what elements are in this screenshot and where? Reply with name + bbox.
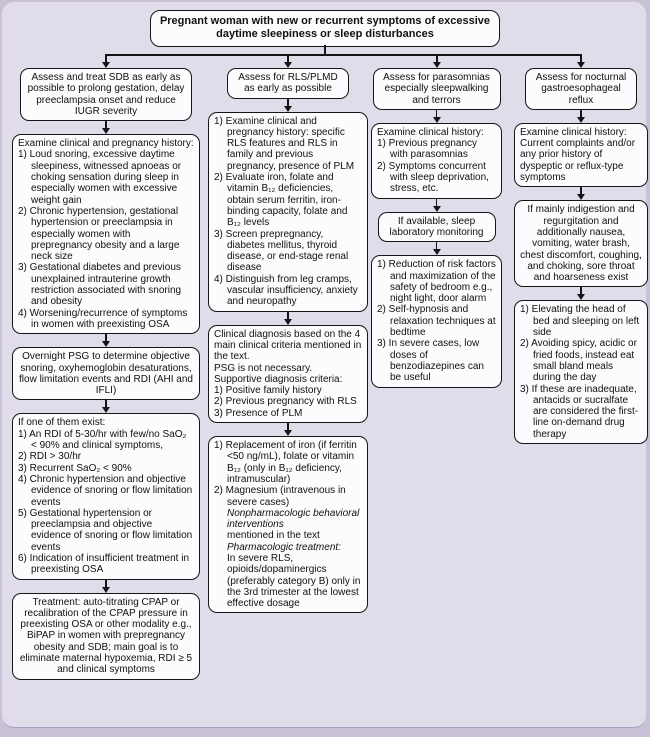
flow-box bbox=[208, 436, 368, 613]
arrow-down-icon bbox=[102, 400, 110, 413]
flow-box-header: Assess for nocturnal gastroesophageal reflux bbox=[525, 68, 637, 110]
flow-text: 3) Screen prepregnancy, diabetes mellitus, thyroid disease, or end-stage renal disease bbox=[214, 228, 349, 274]
flow-text: In severe RLS, opioids/dopaminergics (preferably category B) only in the 3rd trimester at the lowest effective dosage bbox=[227, 552, 361, 610]
flow-text: Examine clinical and pregnancy history: bbox=[18, 138, 194, 150]
flow-text: 1) Examine clinical and pregnancy history: specific RLS features and RLS in family and previous pregnancy, presence of PLM bbox=[214, 115, 355, 172]
flow-text: If one of them exist: bbox=[18, 417, 106, 429]
arrow-down-icon bbox=[577, 110, 585, 123]
arrow-shaft bbox=[580, 287, 582, 294]
arrow-down-icon bbox=[284, 312, 292, 325]
arrow-down-icon bbox=[576, 55, 586, 68]
arrow-down-icon bbox=[577, 287, 585, 300]
flow-text: 1) An RDI of 5-30/hr with few/no SaO₂ < 90% and clinical symptoms, bbox=[18, 428, 187, 452]
flow-text: Treatment: auto-titrating CPAP or recalibration of the CPAP pressure in preexisting OSA or other modality e.g., BiPAP in women with prepregnancy obesity and SDB; main goal is to eliminate maternal hypoxemia, RDI ≥ 5 and clinical symptoms bbox=[19, 596, 193, 676]
flow-box bbox=[378, 212, 496, 243]
arrow-head bbox=[577, 117, 585, 123]
arrow-head bbox=[433, 206, 441, 212]
flow-text: 2) Previous pregnancy with RLS bbox=[214, 396, 357, 408]
flow-column-sdb bbox=[12, 68, 200, 680]
flow-column-parasomnias bbox=[371, 68, 502, 388]
arrow-shaft bbox=[287, 312, 289, 319]
flow-text: 5) Gestational hypertension or preeclampsia and objective evidence of snoring or flow limitation events bbox=[18, 507, 193, 553]
flow-box bbox=[12, 134, 200, 334]
arrow-down-icon bbox=[433, 110, 441, 123]
flow-box bbox=[514, 200, 648, 287]
arrow-shaft bbox=[287, 423, 289, 430]
flow-text: Supportive diagnosis criteria: bbox=[214, 373, 343, 385]
flow-box-header: Assess for parasomnias especially sleepwalking and terrors bbox=[373, 68, 501, 110]
flow-box-header: Assess for RLS/PLMD as early as possible bbox=[227, 68, 349, 99]
root-node: Pregnant woman with new or recurrent symptoms of excessive daytime sleepiness or sleep disturbances bbox=[150, 10, 500, 47]
flow-text: Examine clinical history: bbox=[377, 126, 484, 138]
flow-text: 3) Gestational diabetes and previous unexplained intrauterine growth restriction associated with snoring and obesity bbox=[18, 262, 182, 308]
flow-text: Clinical diagnosis based on the 4 main clinical criteria mentioned in the text. bbox=[214, 328, 362, 363]
arrow-head bbox=[284, 106, 292, 112]
flow-text: mentioned in the text bbox=[227, 530, 320, 542]
arrow-shaft bbox=[105, 580, 107, 587]
flow-box bbox=[514, 300, 648, 444]
flow-text: PSG is not necessary. bbox=[214, 362, 313, 374]
flow-box bbox=[208, 112, 368, 312]
flow-text: 1) Reduction of risk factors and maximization of the safety of bedroom e.g., night light, door alarm bbox=[377, 259, 496, 305]
arrow-down-icon bbox=[284, 99, 292, 112]
flow-box bbox=[208, 325, 368, 423]
arrow-down-icon bbox=[102, 334, 110, 347]
flow-column-reflux bbox=[514, 68, 648, 444]
flow-text: 3) In severe cases, low doses of benzodiazepines can be useful bbox=[377, 338, 484, 384]
flow-text: Examine clinical history: Current complaints and/or any prior history of dyspeptic or reflux-type symptoms bbox=[520, 126, 636, 184]
flow-box bbox=[514, 123, 648, 187]
arrow-shaft bbox=[436, 242, 438, 249]
arrow-down-icon bbox=[432, 55, 442, 68]
flow-text: 4) Worsening/recurrence of symptoms in women with preexisting OSA bbox=[18, 307, 188, 330]
flow-text: Nonpharmacologic behavioral interventions bbox=[227, 507, 360, 531]
arrow-head bbox=[433, 117, 441, 123]
flow-text: Overnight PSG to determine objective snoring, oxyhemoglobin desaturations, flow limitation events and RDI (AHI and IFLI) bbox=[19, 351, 193, 397]
flow-column-rls-plmd bbox=[208, 68, 368, 613]
flow-box bbox=[12, 593, 200, 680]
arrow-head bbox=[102, 587, 110, 593]
flow-box-header: Assess and treat SDB as early as possible to prolong gestation, delay preeclampsia onset and reduce IUGR severity bbox=[20, 68, 192, 121]
flow-text: 2) RDI > 30/hr bbox=[18, 451, 82, 463]
arrow-shaft bbox=[105, 121, 107, 128]
flow-box bbox=[371, 123, 502, 199]
flow-text: 1) Positive family history bbox=[214, 385, 322, 397]
arrow-head bbox=[284, 319, 292, 325]
flow-text: 6) Indication of insufficient treatment in preexisting OSA bbox=[18, 552, 190, 576]
arrow-shaft bbox=[105, 400, 107, 407]
flow-text: 2) Avoiding spicy, acidic or fried foods, instead eat small bland meals during the day bbox=[520, 338, 637, 384]
flow-text: If available, sleep laboratory monitoring bbox=[389, 215, 484, 238]
flow-text: 4) Distinguish from leg cramps, vascular insufficiency, anxiety and neuropathy bbox=[214, 273, 358, 308]
flow-text: 2) Evaluate iron, folate and vitamin B₁₂ deficiencies, obtain serum ferritin, iron-binding capacity, folate and B₁₂ levels bbox=[214, 172, 348, 229]
flow-text: 1) Replacement of iron (if ferritin <50 ng/mL), folate or vitamin B₁₂ (only in B₁₂ deficiency, intramuscular) bbox=[214, 440, 357, 485]
arrow-down-icon bbox=[102, 580, 110, 593]
flow-box bbox=[371, 255, 502, 387]
flow-text: 1) Elevating the head of bed and sleeping on left side bbox=[520, 304, 640, 339]
flow-text: 2) Symptoms concurrent with sleep deprivation, stress, etc. bbox=[377, 160, 489, 195]
arrow-down-icon bbox=[577, 187, 585, 200]
arrow-down-icon bbox=[433, 242, 441, 255]
arrow-shaft bbox=[105, 334, 107, 341]
arrow-shaft bbox=[436, 110, 438, 117]
flow-text: 2) Self-hypnosis and relaxation techniques at bedtime bbox=[377, 304, 496, 339]
arrow-shaft bbox=[580, 110, 582, 117]
flow-text: 1) Previous pregnancy with parasomnias bbox=[377, 138, 478, 161]
arrow-shaft bbox=[436, 199, 438, 206]
flow-text: If mainly indigestion and regurgitation and additionally nausea, vomiting, water brash, chest discomfort, coughing, and choking, sore throat and hoarseness exist bbox=[520, 204, 642, 284]
arrow-down-icon bbox=[102, 121, 110, 134]
flow-box bbox=[12, 413, 200, 579]
branch-connector-line bbox=[105, 54, 582, 56]
flow-text: 3) Presence of PLM bbox=[214, 407, 303, 419]
flow-text: 3) If these are inadequate, antacids or sucralfate are considered the first-line on-demand drug therapy bbox=[520, 383, 639, 440]
arrow-shaft bbox=[287, 99, 289, 106]
arrow-down-icon bbox=[284, 423, 292, 436]
arrow-down-icon bbox=[101, 55, 111, 68]
flow-text: 2) Magnesium (intravenous in severe cases) bbox=[214, 485, 346, 508]
arrow-down-icon bbox=[283, 55, 293, 68]
arrow-shaft bbox=[580, 187, 582, 194]
flow-text: 3) Recurrent SaO₂ < 90% bbox=[18, 462, 132, 474]
arrow-down-icon bbox=[433, 199, 441, 212]
flow-text: 2) Chronic hypertension, gestational hypertension or preeclampsia in especially women with prepregnancy obesity and a large neck size bbox=[18, 205, 180, 263]
flow-box bbox=[12, 347, 200, 400]
flow-text: Pharmacologic treatment: bbox=[227, 541, 341, 553]
flow-text: 4) Chronic hypertension and objective evidence of snoring or flow limitation events bbox=[18, 473, 193, 508]
flow-text: 1) Loud snoring, excessive daytime sleepiness, witnessed apnoeas or choking sensation during sleep in especially women with excessive weight gain bbox=[18, 149, 182, 206]
